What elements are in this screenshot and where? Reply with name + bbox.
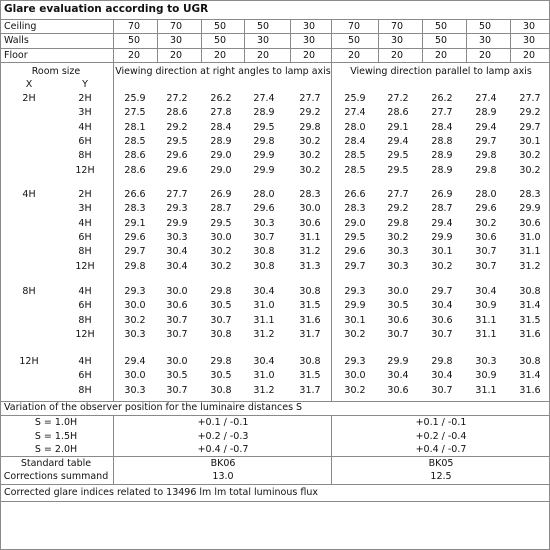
ugr-value-right-angles: 29.5 xyxy=(166,135,188,147)
room-size-y: 8H xyxy=(78,384,92,396)
column-divider xyxy=(331,415,332,484)
reflectance-value: 30 xyxy=(478,35,492,47)
ugr-value-right-angles: 30.3 xyxy=(166,231,188,243)
ugr-value-parallel: 30.6 xyxy=(519,217,541,229)
ugr-value-right-angles: 30.2 xyxy=(299,135,321,147)
reflectance-value: 50 xyxy=(434,35,448,47)
ugr-value-right-angles: 29.6 xyxy=(166,150,188,162)
ugr-value-parallel: 29.5 xyxy=(387,164,409,176)
ugr-value-right-angles: 30.8 xyxy=(253,246,275,258)
ugr-value-right-angles: 29.3 xyxy=(124,286,146,297)
reflectance-value: 30 xyxy=(522,21,536,32)
ugr-value-parallel: 29.7 xyxy=(475,135,497,147)
ugr-value-right-angles: 26.2 xyxy=(210,93,232,104)
ugr-value-parallel: 30.7 xyxy=(431,328,453,340)
reflectance-value: 30 xyxy=(256,35,270,47)
ugr-value-right-angles: 30.4 xyxy=(253,286,275,297)
room-size-y: 3H xyxy=(78,107,92,119)
ugr-value-parallel: 28.9 xyxy=(431,164,453,176)
reflectance-value: 50 xyxy=(347,35,361,47)
ugr-value-right-angles: 30.7 xyxy=(210,314,232,326)
ugr-value-right-angles: 30.3 xyxy=(124,384,146,396)
ugr-value-right-angles: 30.0 xyxy=(166,356,188,367)
ugr-value-parallel: 30.0 xyxy=(344,370,366,382)
ugr-value-parallel: 28.5 xyxy=(344,164,366,176)
variation-right-angles: +0.4 / -0.7 xyxy=(197,444,249,455)
ugr-value-right-angles: 31.2 xyxy=(299,246,321,258)
ugr-value-right-angles: 28.5 xyxy=(124,135,146,147)
ugr-value-right-angles: 30.8 xyxy=(210,328,232,340)
ugr-value-parallel: 30.1 xyxy=(431,246,453,258)
ugr-value-parallel: 29.9 xyxy=(519,203,541,215)
ugr-value-parallel: 26.6 xyxy=(344,189,366,200)
ugr-value-right-angles: 30.7 xyxy=(166,384,188,396)
ugr-value-right-angles: 29.2 xyxy=(166,121,188,133)
ugr-value-parallel: 29.9 xyxy=(431,231,453,243)
room-size-y: 8H xyxy=(78,314,92,326)
ugr-value-right-angles: 26.6 xyxy=(124,189,146,200)
ugr-value-right-angles: 29.1 xyxy=(124,217,146,229)
reflectance-value: 50 xyxy=(213,21,227,32)
ugr-value-parallel: 28.9 xyxy=(475,107,497,119)
ugr-value-parallel: 30.4 xyxy=(431,300,453,312)
y-axis-label: Y xyxy=(82,79,88,90)
ugr-value-right-angles: 29.8 xyxy=(210,356,232,367)
reflectance-value: 50 xyxy=(127,35,141,47)
variation-label: S = 2.0H xyxy=(34,444,78,455)
ugr-value-right-angles: 30.4 xyxy=(166,246,188,258)
ugr-value-parallel: 31.1 xyxy=(475,384,497,396)
column-divider xyxy=(113,19,114,62)
ugr-value-parallel: 30.7 xyxy=(475,260,497,272)
ugr-value-parallel: 30.7 xyxy=(431,384,453,396)
room-size-y: 3H xyxy=(78,203,92,215)
ugr-value-right-angles: 30.7 xyxy=(253,231,275,243)
ugr-value-right-angles: 30.2 xyxy=(210,246,232,258)
ugr-value-parallel: 30.9 xyxy=(475,370,497,382)
room-size-y: 4H xyxy=(78,286,92,297)
ugr-value-parallel: 28.7 xyxy=(431,203,453,215)
ugr-value-right-angles: 30.8 xyxy=(210,384,232,396)
ugr-value-parallel: 30.4 xyxy=(475,286,497,297)
ugr-value-right-angles: 31.5 xyxy=(299,300,321,312)
ugr-value-right-angles: 30.0 xyxy=(124,370,146,382)
ugr-value-parallel: 30.8 xyxy=(519,356,541,367)
ugr-value-parallel: 29.3 xyxy=(344,286,366,297)
ugr-value-parallel: 29.8 xyxy=(475,150,497,162)
ugr-value-parallel: 28.3 xyxy=(519,189,541,200)
ugr-value-right-angles: 30.8 xyxy=(299,356,321,367)
ugr-value-parallel: 30.6 xyxy=(475,231,497,243)
ugr-value-right-angles: 31.2 xyxy=(253,328,275,340)
room-size-y: 12H xyxy=(75,260,95,272)
reflectance-value: 20 xyxy=(347,49,361,61)
variation-parallel: +0.1 / -0.1 xyxy=(415,417,467,428)
ugr-value-right-angles: 31.0 xyxy=(253,370,275,382)
row-divider xyxy=(1,484,549,485)
ugr-value-parallel: 30.9 xyxy=(475,300,497,312)
reflectance-value: 70 xyxy=(347,21,361,32)
ugr-value-right-angles: 28.6 xyxy=(124,150,146,162)
direction-parallel-header: Viewing direction parallel to lamp axis xyxy=(350,66,532,77)
ugr-value-right-angles: 30.5 xyxy=(210,300,232,312)
footer-note: Corrected glare indices related to 13496 lm lm total luminous flux xyxy=(4,487,318,498)
ugr-value-parallel: 28.6 xyxy=(387,107,409,119)
room-size-y: 8H xyxy=(78,246,92,258)
ugr-value-right-angles: 29.9 xyxy=(253,164,275,176)
corrections-parallel: 12.5 xyxy=(430,471,452,482)
ugr-value-parallel: 29.4 xyxy=(431,217,453,229)
ugr-value-right-angles: 31.6 xyxy=(299,314,321,326)
ugr-value-right-angles: 30.0 xyxy=(299,203,321,215)
room-size-x: 2H xyxy=(22,93,36,104)
ugr-value-parallel: 29.5 xyxy=(387,150,409,162)
ugr-value-right-angles: 27.7 xyxy=(166,189,188,200)
ugr-value-parallel: 27.4 xyxy=(344,107,366,119)
ugr-value-parallel: 30.1 xyxy=(519,135,541,147)
ugr-value-parallel: 30.7 xyxy=(475,246,497,258)
ugr-value-parallel: 30.2 xyxy=(519,164,541,176)
ugr-value-right-angles: 28.3 xyxy=(124,203,146,215)
ugr-value-parallel: 30.2 xyxy=(387,231,409,243)
ugr-value-right-angles: 30.0 xyxy=(124,300,146,312)
ugr-value-right-angles: 31.1 xyxy=(299,231,321,243)
ugr-value-parallel: 30.3 xyxy=(387,260,409,272)
variation-title: Variation of the observer position for the luminaire distances S xyxy=(4,402,303,413)
ugr-value-right-angles: 31.3 xyxy=(299,260,321,272)
ugr-value-parallel: 26.2 xyxy=(431,93,453,104)
room-size-y: 8H xyxy=(78,150,92,162)
variation-parallel: +0.2 / -0.4 xyxy=(415,430,467,442)
ugr-value-parallel: 27.7 xyxy=(387,189,409,200)
reflectance-value: 70 xyxy=(390,21,404,32)
variation-parallel: +0.4 / -0.7 xyxy=(415,444,467,455)
room-size-y: 12H xyxy=(75,164,95,176)
ugr-value-right-angles: 29.9 xyxy=(253,150,275,162)
ugr-value-right-angles: 30.4 xyxy=(166,260,188,272)
ugr-value-parallel: 30.3 xyxy=(475,356,497,367)
ugr-value-parallel: 30.0 xyxy=(387,286,409,297)
ugr-value-parallel: 31.4 xyxy=(519,370,541,382)
corrections-label: Corrections summand xyxy=(3,471,109,482)
reflectance-value: 70 xyxy=(169,21,183,32)
corrections-right-angles: 13.0 xyxy=(212,471,234,482)
row-divider xyxy=(1,62,549,63)
ugr-value-parallel: 29.5 xyxy=(344,231,366,243)
ugr-value-right-angles: 26.9 xyxy=(210,189,232,200)
row-divider xyxy=(1,456,549,457)
ugr-value-parallel: 30.2 xyxy=(344,384,366,396)
reflectance-value: 20 xyxy=(169,49,183,61)
room-size-x: 4H xyxy=(22,189,36,200)
ugr-value-parallel: 30.6 xyxy=(387,314,409,326)
room-size-y: 6H xyxy=(78,231,92,243)
ugr-value-parallel: 31.4 xyxy=(519,300,541,312)
ugr-value-right-angles: 30.8 xyxy=(253,260,275,272)
column-divider xyxy=(378,19,379,62)
ugr-value-right-angles: 28.9 xyxy=(253,107,275,119)
ugr-value-parallel: 30.6 xyxy=(387,384,409,396)
ugr-value-right-angles: 30.7 xyxy=(166,314,188,326)
ugr-value-parallel: 29.7 xyxy=(431,286,453,297)
room-size-y: 6H xyxy=(78,300,92,312)
column-divider xyxy=(331,19,332,62)
ugr-value-parallel: 29.2 xyxy=(387,203,409,215)
ugr-value-parallel: 28.5 xyxy=(344,150,366,162)
room-size-x: 12H xyxy=(19,356,39,367)
reflectance-value: 50 xyxy=(213,35,227,47)
reflectance-value: 30 xyxy=(390,35,404,47)
ugr-value-parallel: 30.1 xyxy=(344,314,366,326)
ugr-value-parallel: 30.2 xyxy=(344,328,366,340)
ugr-value-right-angles: 27.8 xyxy=(210,107,232,119)
ugr-value-right-angles: 31.5 xyxy=(299,370,321,382)
reflectance-value: 20 xyxy=(478,49,492,61)
ugr-value-right-angles: 30.7 xyxy=(166,328,188,340)
ugr-value-parallel: 29.8 xyxy=(387,217,409,229)
reflectance-label: Walls xyxy=(4,35,29,47)
ugr-value-parallel: 31.1 xyxy=(519,246,541,258)
ugr-value-right-angles: 30.5 xyxy=(210,370,232,382)
ugr-value-right-angles: 29.9 xyxy=(166,217,188,229)
ugr-value-right-angles: 30.2 xyxy=(210,260,232,272)
ugr-value-right-angles: 30.0 xyxy=(210,231,232,243)
ugr-value-right-angles: 29.7 xyxy=(124,246,146,258)
row-divider xyxy=(1,501,549,502)
ugr-value-right-angles: 30.6 xyxy=(166,300,188,312)
ugr-value-right-angles: 29.3 xyxy=(166,203,188,215)
ugr-value-right-angles: 30.4 xyxy=(253,356,275,367)
room-size-y: 4H xyxy=(78,356,92,367)
ugr-value-right-angles: 27.5 xyxy=(124,107,146,119)
variation-label: S = 1.0H xyxy=(34,417,78,428)
ugr-value-right-angles: 30.0 xyxy=(166,286,188,297)
ugr-value-parallel: 28.0 xyxy=(475,189,497,200)
ugr-value-right-angles: 30.6 xyxy=(299,217,321,229)
ugr-value-right-angles: 27.4 xyxy=(253,93,275,104)
ugr-value-right-angles: 29.6 xyxy=(253,203,275,215)
ugr-value-parallel: 29.3 xyxy=(344,356,366,367)
ugr-value-right-angles: 29.0 xyxy=(210,150,232,162)
ugr-value-parallel: 29.9 xyxy=(344,300,366,312)
column-divider xyxy=(466,19,467,62)
ugr-value-parallel: 29.9 xyxy=(387,356,409,367)
ugr-value-right-angles: 31.2 xyxy=(253,384,275,396)
ugr-value-parallel: 28.9 xyxy=(431,150,453,162)
ugr-value-right-angles: 28.1 xyxy=(124,121,146,133)
reflectance-value: 20 xyxy=(256,49,270,61)
ugr-value-parallel: 30.7 xyxy=(387,328,409,340)
ugr-value-parallel: 31.2 xyxy=(519,260,541,272)
ugr-value-right-angles: 28.9 xyxy=(210,135,232,147)
ugr-value-parallel: 30.8 xyxy=(519,286,541,297)
ugr-value-parallel: 27.7 xyxy=(431,107,453,119)
reflectance-value: 20 xyxy=(434,49,448,61)
column-divider xyxy=(157,19,158,62)
ugr-value-parallel: 27.7 xyxy=(519,93,541,104)
ugr-value-parallel: 29.1 xyxy=(387,121,409,133)
ugr-value-parallel: 30.2 xyxy=(431,260,453,272)
ugr-value-right-angles: 29.0 xyxy=(210,164,232,176)
column-divider xyxy=(510,19,511,62)
reflectance-value: 50 xyxy=(478,21,492,32)
ugr-value-right-angles: 28.7 xyxy=(210,203,232,215)
room-size-y: 2H xyxy=(78,189,92,200)
reflectance-value: 30 xyxy=(302,21,316,32)
room-size-x: 8H xyxy=(22,286,36,297)
ugr-value-right-angles: 28.3 xyxy=(299,189,321,200)
ugr-value-parallel: 29.8 xyxy=(431,356,453,367)
column-divider xyxy=(244,19,245,62)
direction-right-angles-header: Viewing direction at right angles to lamp axis xyxy=(115,66,331,77)
reflectance-value: 50 xyxy=(256,21,270,32)
ugr-value-right-angles: 30.8 xyxy=(299,286,321,297)
ugr-value-parallel: 29.2 xyxy=(519,107,541,119)
ugr-value-right-angles: 27.7 xyxy=(299,93,321,104)
ugr-value-right-angles: 31.1 xyxy=(253,314,275,326)
ugr-value-right-angles: 28.0 xyxy=(253,189,275,200)
ugr-value-parallel: 28.3 xyxy=(344,203,366,215)
ugr-value-right-angles: 29.8 xyxy=(253,135,275,147)
reflectance-label: Ceiling xyxy=(4,21,37,32)
room-size-y: 12H xyxy=(75,328,95,340)
ugr-value-right-angles: 29.5 xyxy=(253,121,275,133)
ugr-value-parallel: 30.2 xyxy=(519,150,541,162)
standard-table-parallel: BK05 xyxy=(428,458,454,469)
ugr-value-right-angles: 28.4 xyxy=(210,121,232,133)
ugr-value-parallel: 31.1 xyxy=(475,314,497,326)
ugr-value-right-angles: 29.8 xyxy=(124,260,146,272)
variation-right-angles: +0.1 / -0.1 xyxy=(197,417,249,428)
column-divider xyxy=(422,19,423,62)
ugr-value-parallel: 31.6 xyxy=(519,384,541,396)
ugr-value-parallel: 30.3 xyxy=(387,246,409,258)
ugr-value-parallel: 29.8 xyxy=(475,164,497,176)
reflectance-value: 20 xyxy=(390,49,404,61)
row-divider xyxy=(1,415,549,416)
ugr-value-right-angles: 28.6 xyxy=(166,107,188,119)
ugr-value-parallel: 27.2 xyxy=(387,93,409,104)
standard-table-label: Standard table xyxy=(20,458,92,469)
ugr-value-right-angles: 29.8 xyxy=(299,121,321,133)
ugr-value-right-angles: 31.7 xyxy=(299,384,321,396)
ugr-value-parallel: 25.9 xyxy=(344,93,366,104)
ugr-value-right-angles: 27.2 xyxy=(166,93,188,104)
ugr-value-parallel: 30.5 xyxy=(387,300,409,312)
ugr-value-parallel: 29.0 xyxy=(344,217,366,229)
ugr-value-parallel: 29.4 xyxy=(475,121,497,133)
reflectance-value: 20 xyxy=(127,49,141,61)
reflectance-value: 30 xyxy=(169,35,183,47)
variation-right-angles: +0.2 / -0.3 xyxy=(197,430,249,442)
room-size-y: 6H xyxy=(78,370,92,382)
column-divider xyxy=(113,415,114,484)
ugr-value-parallel: 28.8 xyxy=(431,135,453,147)
ugr-value-right-angles: 30.2 xyxy=(299,164,321,176)
ugr-value-parallel: 29.6 xyxy=(344,246,366,258)
ugr-value-parallel: 30.6 xyxy=(431,314,453,326)
ugr-value-parallel: 31.0 xyxy=(519,231,541,243)
room-size-y: 6H xyxy=(78,135,92,147)
standard-table-right-angles: BK06 xyxy=(210,458,236,469)
ugr-value-parallel: 28.4 xyxy=(344,135,366,147)
ugr-value-parallel: 29.7 xyxy=(344,260,366,272)
reflectance-value: 20 xyxy=(302,49,316,61)
ugr-value-right-angles: 29.2 xyxy=(299,107,321,119)
reflectance-value: 30 xyxy=(522,35,536,47)
ugr-value-right-angles: 31.7 xyxy=(299,328,321,340)
ugr-value-right-angles: 30.2 xyxy=(124,314,146,326)
reflectance-value: 20 xyxy=(213,49,227,61)
ugr-value-parallel: 29.6 xyxy=(475,203,497,215)
ugr-value-parallel: 31.1 xyxy=(475,328,497,340)
ugr-value-right-angles: 30.3 xyxy=(253,217,275,229)
ugr-value-right-angles: 30.2 xyxy=(299,150,321,162)
reflectance-value: 50 xyxy=(434,21,448,32)
reflectance-value: 30 xyxy=(302,35,316,47)
ugr-value-parallel: 31.5 xyxy=(519,314,541,326)
ugr-value-right-angles: 29.4 xyxy=(124,356,146,367)
column-divider xyxy=(290,19,291,62)
ugr-value-parallel: 28.4 xyxy=(431,121,453,133)
ugr-value-parallel: 26.9 xyxy=(431,189,453,200)
ugr-value-right-angles: 29.8 xyxy=(210,286,232,297)
ugr-value-right-angles: 30.3 xyxy=(124,328,146,340)
variation-label: S = 1.5H xyxy=(34,430,78,442)
column-divider xyxy=(113,62,114,401)
column-divider xyxy=(201,19,202,62)
reflectance-label: Floor xyxy=(4,49,28,61)
table-title: Glare evaluation according to UGR xyxy=(4,3,209,15)
reflectance-value: 20 xyxy=(522,49,536,61)
room-size-y: 4H xyxy=(78,217,92,229)
ugr-value-parallel: 27.4 xyxy=(475,93,497,104)
ugr-value-parallel: 30.4 xyxy=(431,370,453,382)
room-size-header: Room size xyxy=(31,66,81,77)
room-size-y: 4H xyxy=(78,121,92,133)
ugr-value-right-angles: 31.0 xyxy=(253,300,275,312)
ugr-value-right-angles: 29.5 xyxy=(210,217,232,229)
ugr-value-right-angles: 29.6 xyxy=(124,231,146,243)
ugr-value-parallel: 29.4 xyxy=(387,135,409,147)
ugr-value-right-angles: 29.6 xyxy=(166,164,188,176)
reflectance-value: 70 xyxy=(127,21,141,32)
ugr-value-parallel: 30.4 xyxy=(387,370,409,382)
ugr-value-parallel: 31.6 xyxy=(519,328,541,340)
ugr-value-right-angles: 30.5 xyxy=(166,370,188,382)
ugr-value-parallel: 30.2 xyxy=(475,217,497,229)
ugr-value-parallel: 28.0 xyxy=(344,121,366,133)
room-size-y: 2H xyxy=(78,93,92,104)
x-axis-label: X xyxy=(25,79,33,90)
ugr-value-right-angles: 25.9 xyxy=(124,93,146,104)
column-divider xyxy=(331,62,332,401)
ugr-value-right-angles: 28.6 xyxy=(124,164,146,176)
ugr-value-parallel: 29.7 xyxy=(519,121,541,133)
